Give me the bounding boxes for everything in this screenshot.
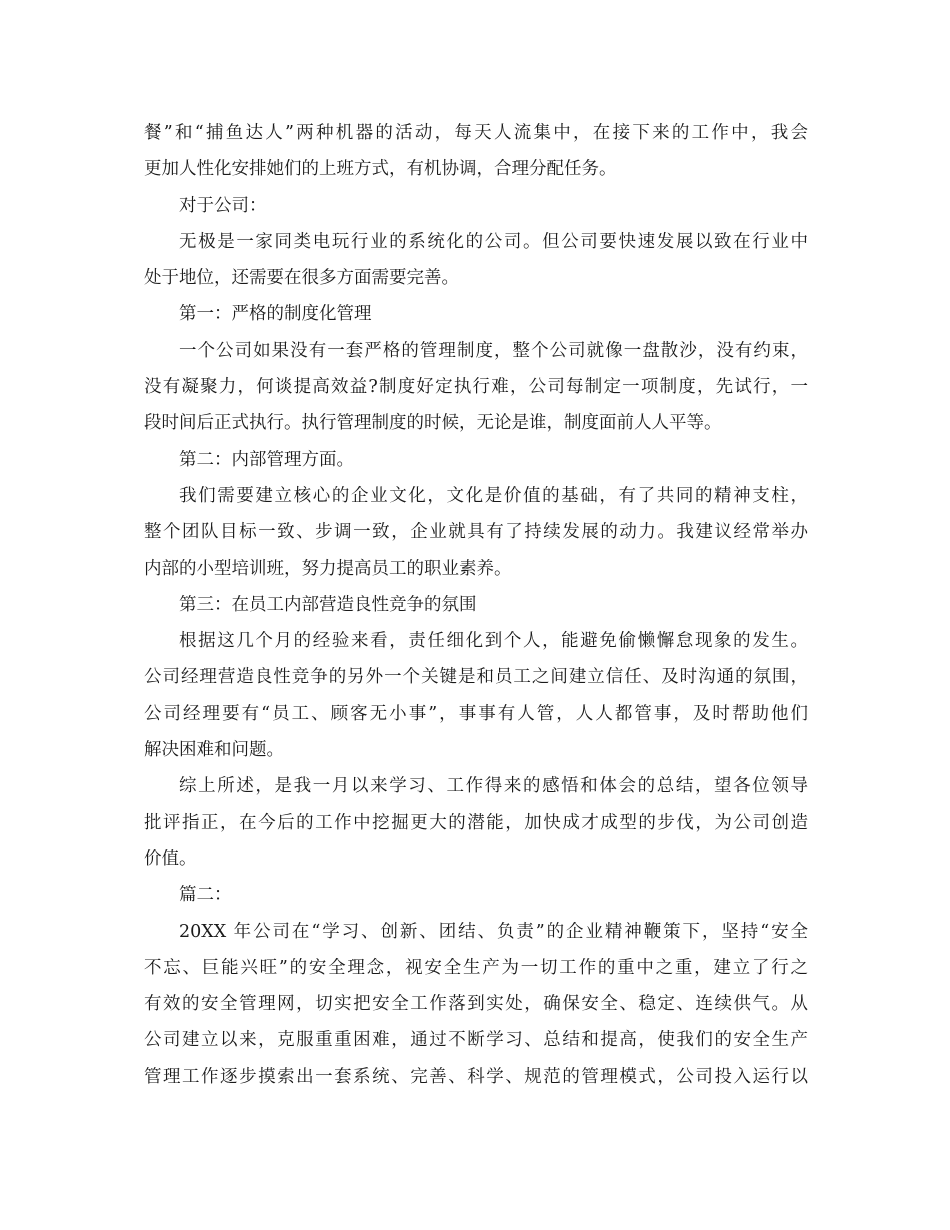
section-heading: 篇二： (179, 885, 232, 906)
text-line: 公司经理营造良性竞争的另外一个关键是和员工之间建立信任、及时沟通的氛围， (144, 667, 808, 688)
text-line: 没有凝聚力，何谈提高效益?制度好定执行难，公司每制定一项制度，先试行，一 (144, 377, 808, 398)
text-line: 餐”和“捕鱼达人”两种机器的活动，每天人流集中，在接下来的工作中，我会 (144, 123, 808, 143)
text-line: 管理工作逐步摸索出一套系统、完善、科学、规范的管理模式，公司投入运行以 (144, 1066, 808, 1087)
text-line: 内部的小型培训班，努力提高员工的职业素养。 (144, 558, 512, 579)
text-line: 解决困难和问题。 (144, 740, 284, 761)
text-line: 批评指正，在今后的工作中挖掘更大的潜能，加快成才成型的步伐，为公司创造 (144, 812, 808, 833)
text-line: 段时间后正式执行。执行管理制度的时候，无论是谁，制度面前人人平等。 (144, 413, 722, 434)
text-line: 一个公司如果没有一套严格的管理制度，整个公司就像一盘散沙，没有约束， (179, 340, 808, 361)
text-line: 有效的安全管理网，切实把安全工作落到实处，确保安全、稳定、连续供气。从 (144, 994, 808, 1015)
section-heading: 对于公司： (179, 195, 267, 216)
text-line: 20XX 年公司在“学习、创新、团结、负责”的企业精神鞭策下，坚持“安全 (179, 921, 808, 942)
text-line: 处于地位，还需要在很多方面需要完善。 (144, 268, 459, 289)
text-line: 价值。 (144, 848, 197, 869)
text-line: 公司建立以来，克服重重困难，通过不断学习、总结和提高，使我们的安全生产 (144, 1030, 808, 1051)
text-line: 公司经理要有“员工、顾客无小事”，事事有人管，人人都管事，及时帮助他们 (144, 703, 808, 724)
section-heading: 第一：严格的制度化管理 (179, 304, 372, 325)
text-line: 无极是一家同类电玩行业的系统化的公司。但公司要快速发展以致在行业中 (179, 231, 808, 252)
text-line: 整个团队目标一致、步调一致，企业就具有了持续发展的动力。我建议经常举办 (144, 522, 808, 543)
text-line: 根据这几个月的经验来看，责任细化到个人，能避免偷懒懈怠现象的发生。 (179, 631, 808, 652)
text-line: 我们需要建立核心的企业文化，文化是价值的基础，有了共同的精神支柱， (179, 485, 808, 506)
text-line: 不忘、巨能兴旺”的安全理念，视安全生产为一切工作的重中之重，建立了行之 (144, 957, 808, 978)
text-line: 更加人性化安排她们的上班方式，有机协调，合理分配任务。 (144, 159, 617, 180)
text-line: 综上所述，是我一月以来学习、工作得来的感悟和体会的总结，望各位领导 (179, 776, 808, 797)
section-heading: 第二：内部管理方面。 (179, 449, 354, 470)
document-body (144, 115, 808, 1095)
section-heading: 第三：在员工内部营造良性竞争的氛围 (179, 594, 477, 615)
